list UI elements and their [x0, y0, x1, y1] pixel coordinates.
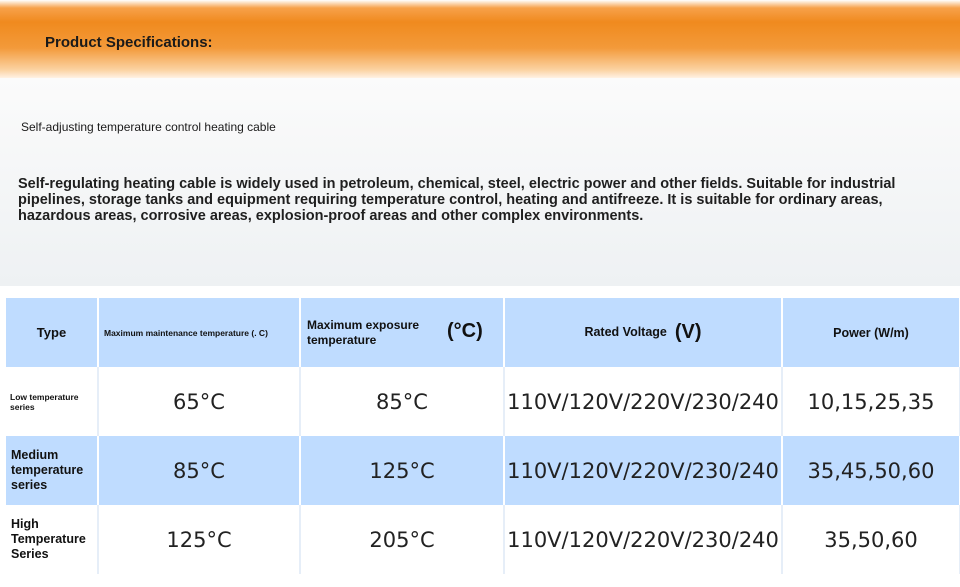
product-description: Self-regulating heating cable is widely used in petroleum, chemical, steel, electric power and other fields. Suitable for industrial pipelines, storage tanks and equipment requiring temperature control, heating and antifreeze. It is suitable for ordinary areas, hazardous areas, corrosive areas, explosion-proof areas and other complex environments.	[18, 176, 896, 224]
table-header-row	[6, 298, 960, 367]
row-voltage: 110V/120V/220V/230/240	[504, 367, 782, 436]
table-row	[6, 436, 960, 505]
page-title: Product Specifications:	[45, 34, 213, 51]
header-voltage-unit: (V)	[674, 321, 702, 343]
row-maintenance: 85°C	[98, 436, 300, 505]
header-voltage	[504, 298, 782, 367]
row-type: Medium temperature series	[6, 436, 98, 505]
row-type: High Temperature Series	[6, 505, 98, 574]
header-type: Type	[6, 298, 98, 367]
product-subtitle: Self-adjusting temperature control heating cable	[21, 120, 276, 134]
header-banner	[0, 0, 960, 78]
row-exposure: 85°C	[300, 367, 504, 436]
table-row	[6, 367, 960, 436]
row-maintenance: 125°C	[98, 505, 300, 574]
row-voltage: 110V/120V/220V/230/240	[504, 505, 782, 574]
row-power: 10,15,25,35	[782, 367, 960, 436]
row-voltage: 110V/120V/220V/230/240	[504, 436, 782, 505]
row-type: Low temperature series	[6, 367, 98, 436]
row-exposure: 125°C	[300, 436, 504, 505]
row-maintenance: 65°C	[98, 367, 300, 436]
row-power: 35,45,50,60	[782, 436, 960, 505]
header-max-exposure	[300, 298, 504, 367]
description-panel	[0, 78, 960, 286]
row-exposure: 205°C	[300, 505, 504, 574]
row-power: 35,50,60	[782, 505, 960, 574]
header-max-maintenance: Maximum maintenance temperature (. C)	[98, 298, 300, 367]
header-max-exposure-unit: (°C)	[447, 320, 483, 342]
table-row	[6, 505, 960, 574]
header-max-exposure-label: Maximum exposure temperature	[307, 318, 420, 347]
header-power: Power (W/m)	[782, 298, 960, 367]
spec-table	[6, 298, 960, 574]
header-voltage-label: Rated Voltage	[584, 325, 667, 339]
